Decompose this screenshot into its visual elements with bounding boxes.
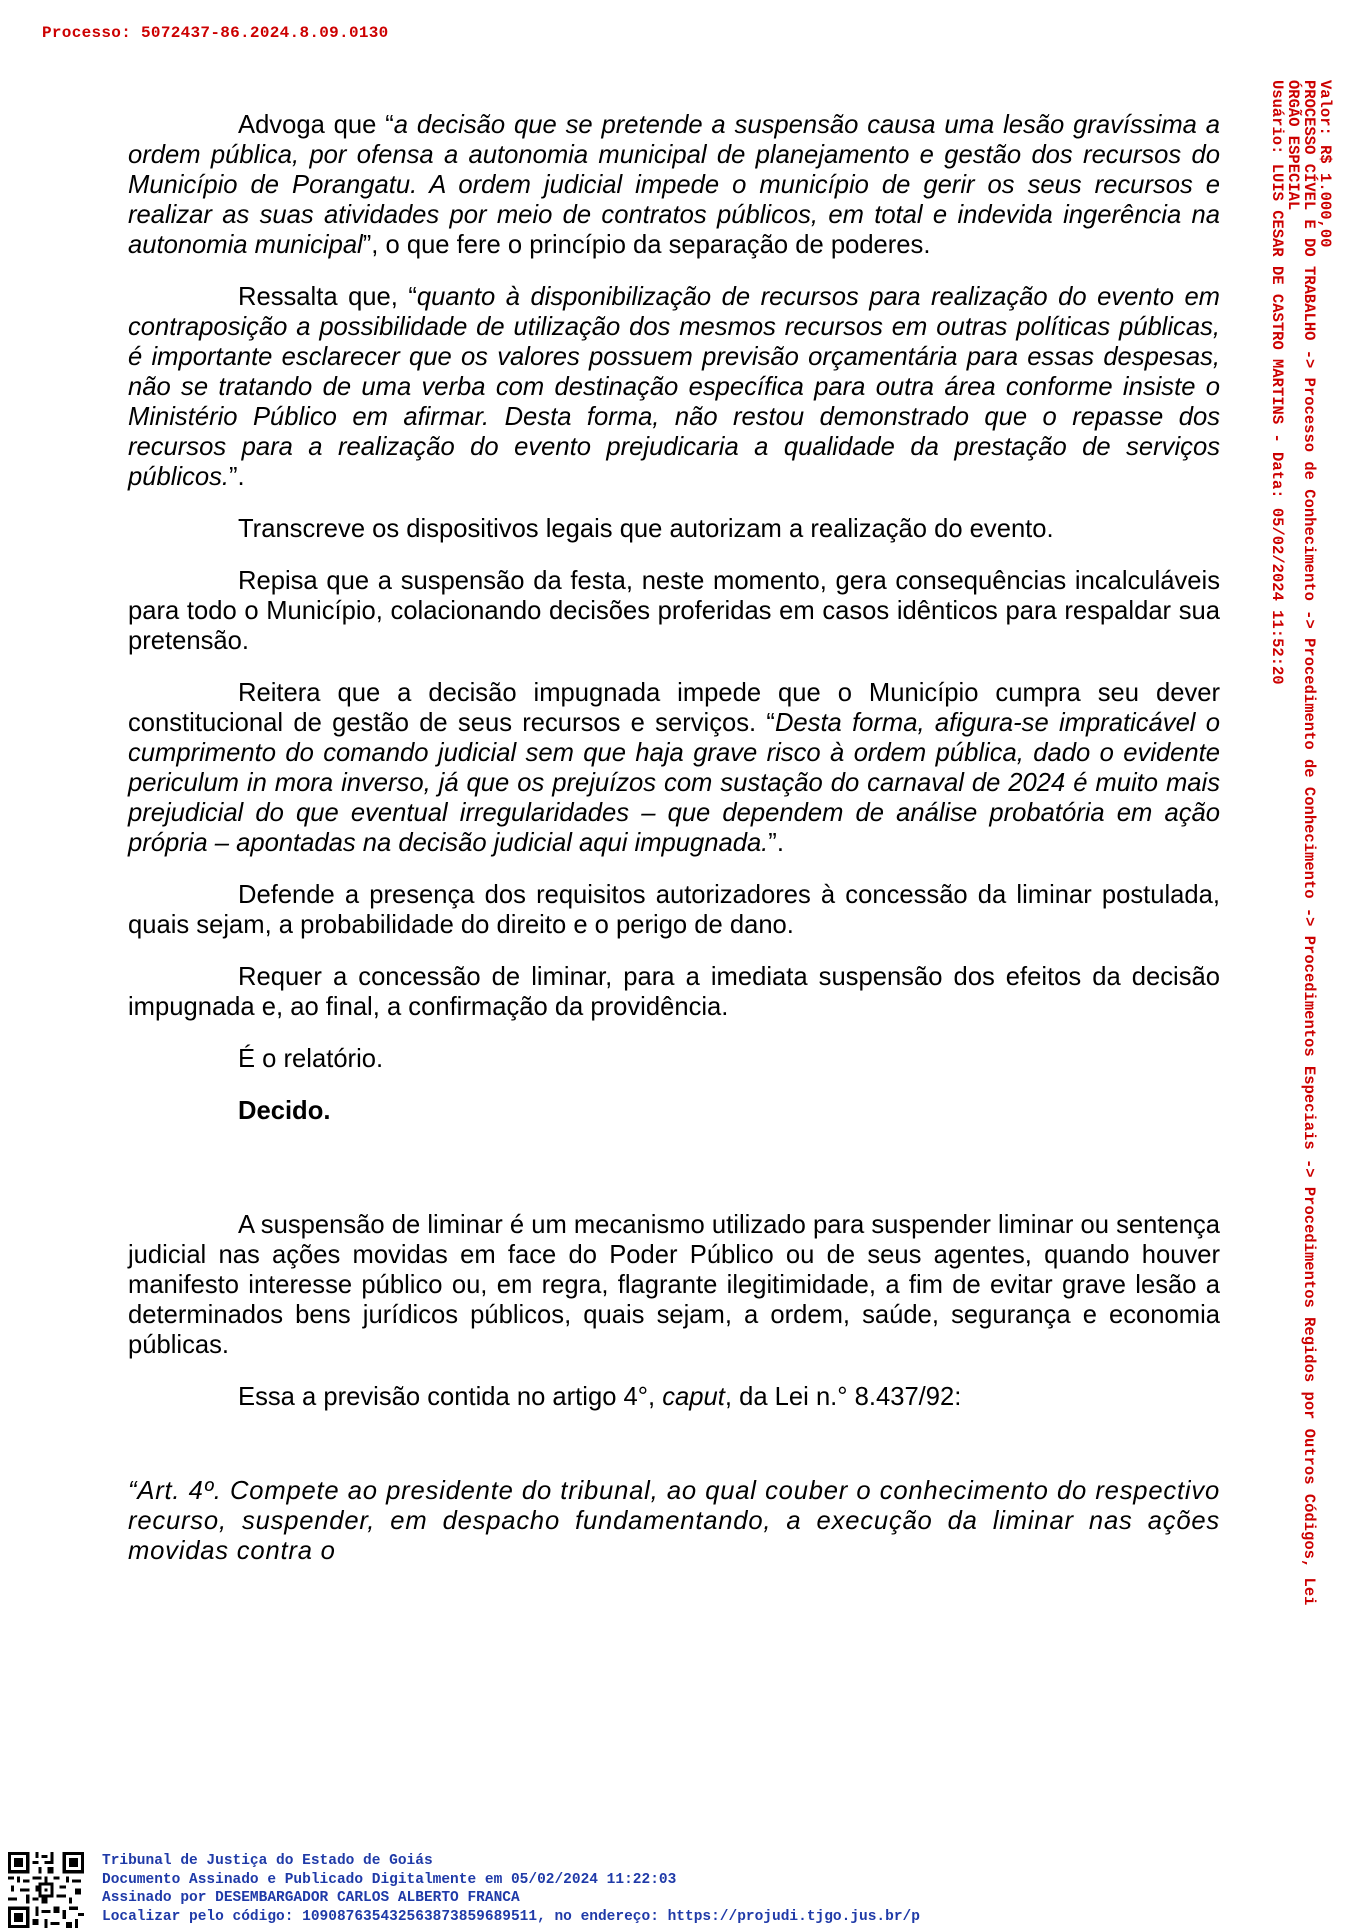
- paragraph-4: Repisa que a suspensão da festa, neste momento, gera consequências incalculáveis para todo o Município, colacionando decisões proferidas em casos idênticos para respaldar sua pretensão.: [128, 567, 1220, 655]
- paragraph-decido: Decido.: [238, 1097, 331, 1125]
- paragraph-7: Requer a concessão de liminar, para a imediata suspensão dos efeitos da decisão impugnada e, ao final, a confirmação da providência.: [128, 963, 1220, 1021]
- qr-code-icon: [8, 1852, 84, 1928]
- paragraph-2: Ressalta que, “quanto à disponibilização de recursos para realização do evento em contraposição a possibilidade de utilização dos mesmos recursos em outras políticas públicas, é importante esclarecer que os valores possuem previsão orçamentária para essas despesas, não se tratando de uma verba com destinação específica para outra área conforme insiste o Ministério Público em afirmar. Desta forma, não restou demonstrado que o repasse dos recursos para a realização do evento prejudicaria a qualidade da prestação de serviços públicos.”.: [128, 283, 1220, 491]
- paragraph-relatorio: É o relatório.: [238, 1045, 384, 1073]
- legal-quote: “Art. 4º. Compete ao presidente do tribunal, ao qual couber o conhecimento do respectivo recurso, suspender, em despacho fundamentando, a execução da liminar nas ações movidas contra o: [128, 1477, 1220, 1565]
- signature-text: [102, 1852, 920, 1926]
- footer-court: Tribunal de Justiça do Estado de Goiás: [102, 1853, 433, 1869]
- paragraph-6: Defende a presença dos requisitos autorizadores à concessão da liminar postulada, quais sejam, a probabilidade do direito e o perigo de dano.: [128, 881, 1220, 939]
- side-stamp-organ: ÓRGÃO ESPECIAL: [1284, 80, 1302, 211]
- document-body: [128, 110, 1220, 1588]
- process-number-header: Processo: 5072437-86.2024.8.09.0130: [42, 24, 389, 42]
- paragraph-5: Reitera que a decisão impugnada impede que o Município cumpra seu dever constitucional de gestão de seus recursos e serviços. “Desta forma, afigura-se impraticável o cumprimento do comando judicial sem que haja grave risco à ordem pública, dado o evidente periculum in mora inverso, já que os prejuízos com sustação do carnaval de 2024 é muito mais prejudicial do que eventual irregularidades – que dependem de análise probatória em ação própria – apontadas na decisão judicial aqui impugnada.”.: [128, 679, 1220, 857]
- side-stamp-class: PROCESSO CÍVEL E DO TRABALHO -> Processo de Conhecimento -> Procedimento de Conhecimento -> Procedimentos Especiais -> Procedimentos Regidos por Outros Códigos, Lei: [1300, 80, 1318, 1606]
- paragraph-11: Essa a previsão contida no artigo 4°, caput, da Lei n.° 8.437/92:: [238, 1383, 962, 1411]
- signature-footer: [8, 1852, 1308, 1926]
- side-stamp-user: Usuário: LUIS CESAR DE CASTRO MARTINS - Data: 05/02/2024 11:52:20: [1268, 80, 1286, 685]
- side-stamp-value: Valor: R$ 1.000,00: [1316, 80, 1334, 248]
- paragraph-3: Transcreve os dispositivos legais que autorizam a realização do evento.: [238, 515, 1054, 543]
- footer-signed-date: Documento Assinado e Publicado Digitalmente em 05/02/2024 11:22:03: [102, 1871, 677, 1888]
- footer-locator[interactable]: Localizar pelo código: 109087635432563873859689511, no endereço: https://projudi.tjgo.jus.br/p: [102, 1908, 920, 1925]
- paragraph-10: A suspensão de liminar é um mecanismo utilizado para suspender liminar ou sentença judicial nas ações movidas em face do Poder Público ou de seus agentes, quando houver manifesto interesse público ou, em regra, flagrante ilegitimidade, a fim de evitar grave lesão a determinados bens jurídicos públicos, quais sejam, a ordem, saúde, segurança e economia públicas.: [128, 1211, 1220, 1359]
- paragraph-1: Advoga que “a decisão que se pretende a suspensão causa uma lesão gravíssima a ordem pública, por ofensa a autonomia municipal de planejamento e gestão dos recursos do Município de Porangatu. A ordem judicial impede o município de gerir os seus recursos e realizar as suas atividades por meio de contratos públicos, em total e indevida ingerência na autonomia municipal”, o que fere o princípio da separação de poderes.: [128, 111, 1220, 259]
- footer-signer: Assinado por DESEMBARGADOR CARLOS ALBERTO FRANCA: [102, 1890, 520, 1906]
- side-stamp: [1245, 80, 1335, 1930]
